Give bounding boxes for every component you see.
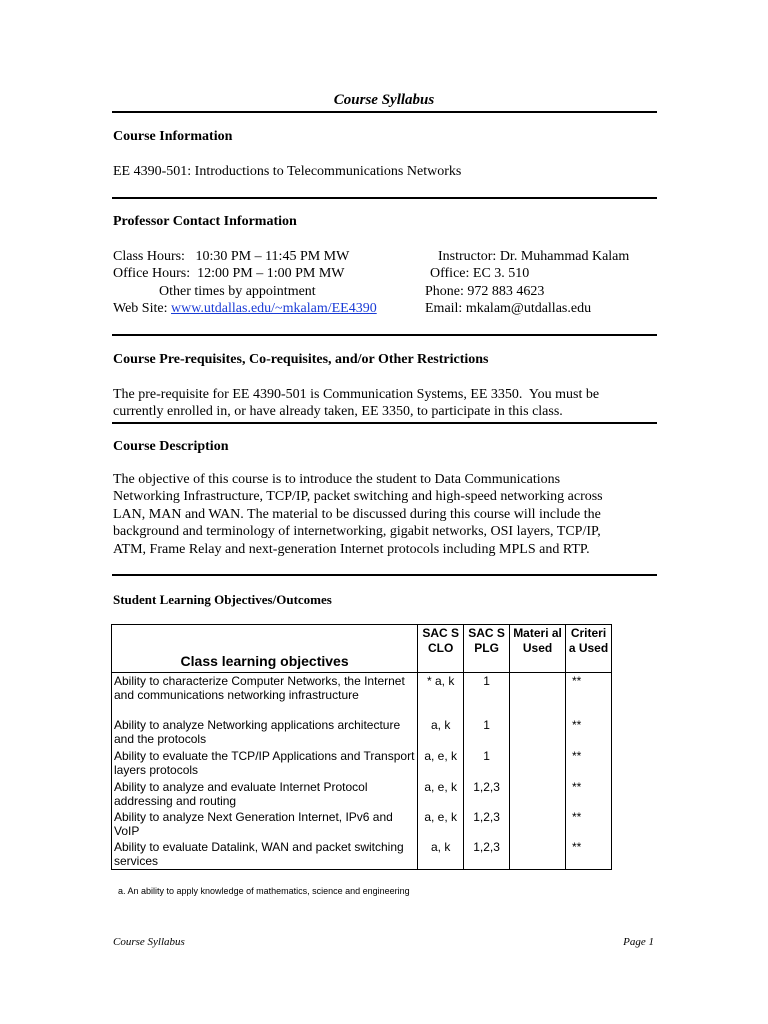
divider [112,422,657,424]
row-plg: 1 [464,717,510,748]
row-material [510,748,566,779]
row-criteria: ** [566,748,612,779]
table-row [112,839,612,870]
row-clo: a, e, k [418,748,464,779]
divider [112,334,657,336]
row-plg: 1,2,3 [464,839,510,870]
prereq-line-2: currently enrolled in, or have already taken, EE 3350, to participate in this class. [113,404,563,419]
row-objective: Ability to evaluate the TCP/IP Applications and Transport layers protocols [112,748,418,779]
prereq-line-1: The pre-requisite for EE 4390-501 is Communication Systems, EE 3350. You must be [113,387,600,402]
row-criteria: ** [566,839,612,870]
professor-heading: Professor Contact Information [113,214,297,229]
row-material [510,839,566,870]
other-times: Other times by appointment [159,284,316,299]
row-criteria: ** [566,717,612,748]
footer-left: Course Syllabus [113,936,185,948]
description-line-1: The objective of this course is to introduce the student to Data Communications [113,472,561,487]
course-title: EE 4390-501: Introductions to Telecommunications Networks [113,164,462,179]
row-plg: 1 [464,748,510,779]
footer-page-number: Page 1 [623,936,654,948]
office: Office: EC 3. 510 [430,266,530,281]
description-heading: Course Description [113,439,229,454]
objectives-table [111,624,612,870]
class-hours: Class Hours: 10:30 PM – 11:45 PM MW [113,249,350,264]
row-clo: a, e, k [418,779,464,809]
office-hours: Office Hours: 12:00 PM – 1:00 PM MW [113,266,345,281]
table-row [112,673,612,717]
row-objective: Ability to analyze Networking applications architecture and the protocols [112,717,418,748]
email: Email: mkalam@utdallas.edu [425,301,592,316]
header-objective: Class learning objectives [112,625,418,673]
objectives-heading: Student Learning Objectives/Outcomes [113,592,332,607]
header-material: Materi al Used [510,625,566,673]
row-objective: Ability to analyze and evaluate Internet Protocol addressing and routing [112,779,418,809]
description-line-3: LAN, MAN and WAN. The material to be discussed during this course will include the [113,507,601,522]
instructor: Instructor: Dr. Muhammad Kalam [438,249,630,264]
row-material [510,717,566,748]
row-plg: 1,2,3 [464,779,510,809]
table-row [112,779,612,809]
table-row [112,717,612,748]
description-line-5: ATM, Frame Relay and next-generation Internet protocols including MPLS and RTP. [113,542,590,557]
row-objective: Ability to analyze Next Generation Internet, IPv6 and VoIP [112,809,418,839]
table-footnote: a. An ability to apply knowledge of mathematics, science and engineering [118,886,410,896]
website-line [113,300,377,317]
divider [112,111,657,113]
prereq-heading: Course Pre-requisites, Co-requisites, and/or Other Restrictions [113,352,489,367]
row-material [510,809,566,839]
row-criteria: ** [566,779,612,809]
row-clo: * a, k [418,673,464,717]
website-link[interactable]: www.utdallas.edu/~mkalam/EE4390 [170,301,377,316]
row-criteria: ** [566,673,612,717]
table-row [112,809,612,839]
description-line-2: Networking Infrastructure, TCP/IP, packet switching and high-speed networking across [113,489,603,504]
phone: Phone: 972 883 4623 [425,284,545,299]
row-objective: Ability to characterize Computer Networks, the Internet and communications networking infrastructure [112,673,418,717]
row-plg: 1 [464,673,510,717]
description-line-4: background and terminology of internetworking, gigabit networks, OSI layers, TCP/IP, [113,524,601,539]
header-plg: SAC S PLG [464,625,510,673]
row-clo: a, k [418,839,464,870]
row-criteria: ** [566,809,612,839]
divider [112,197,657,199]
table-row [112,748,612,779]
divider [112,574,657,576]
row-clo: a, k [418,717,464,748]
row-objective: Ability to evaluate Datalink, WAN and packet switching services [112,839,418,870]
header-criteria: Criteri a Used [566,625,612,673]
row-material [510,779,566,809]
header-clo: SAC S CLO [418,625,464,673]
row-material [510,673,566,717]
website-label: Web Site: [113,301,168,316]
course-info-heading: Course Information [113,129,233,144]
row-clo: a, e, k [418,809,464,839]
row-plg: 1,2,3 [464,809,510,839]
page-title: Course Syllabus [333,92,435,108]
